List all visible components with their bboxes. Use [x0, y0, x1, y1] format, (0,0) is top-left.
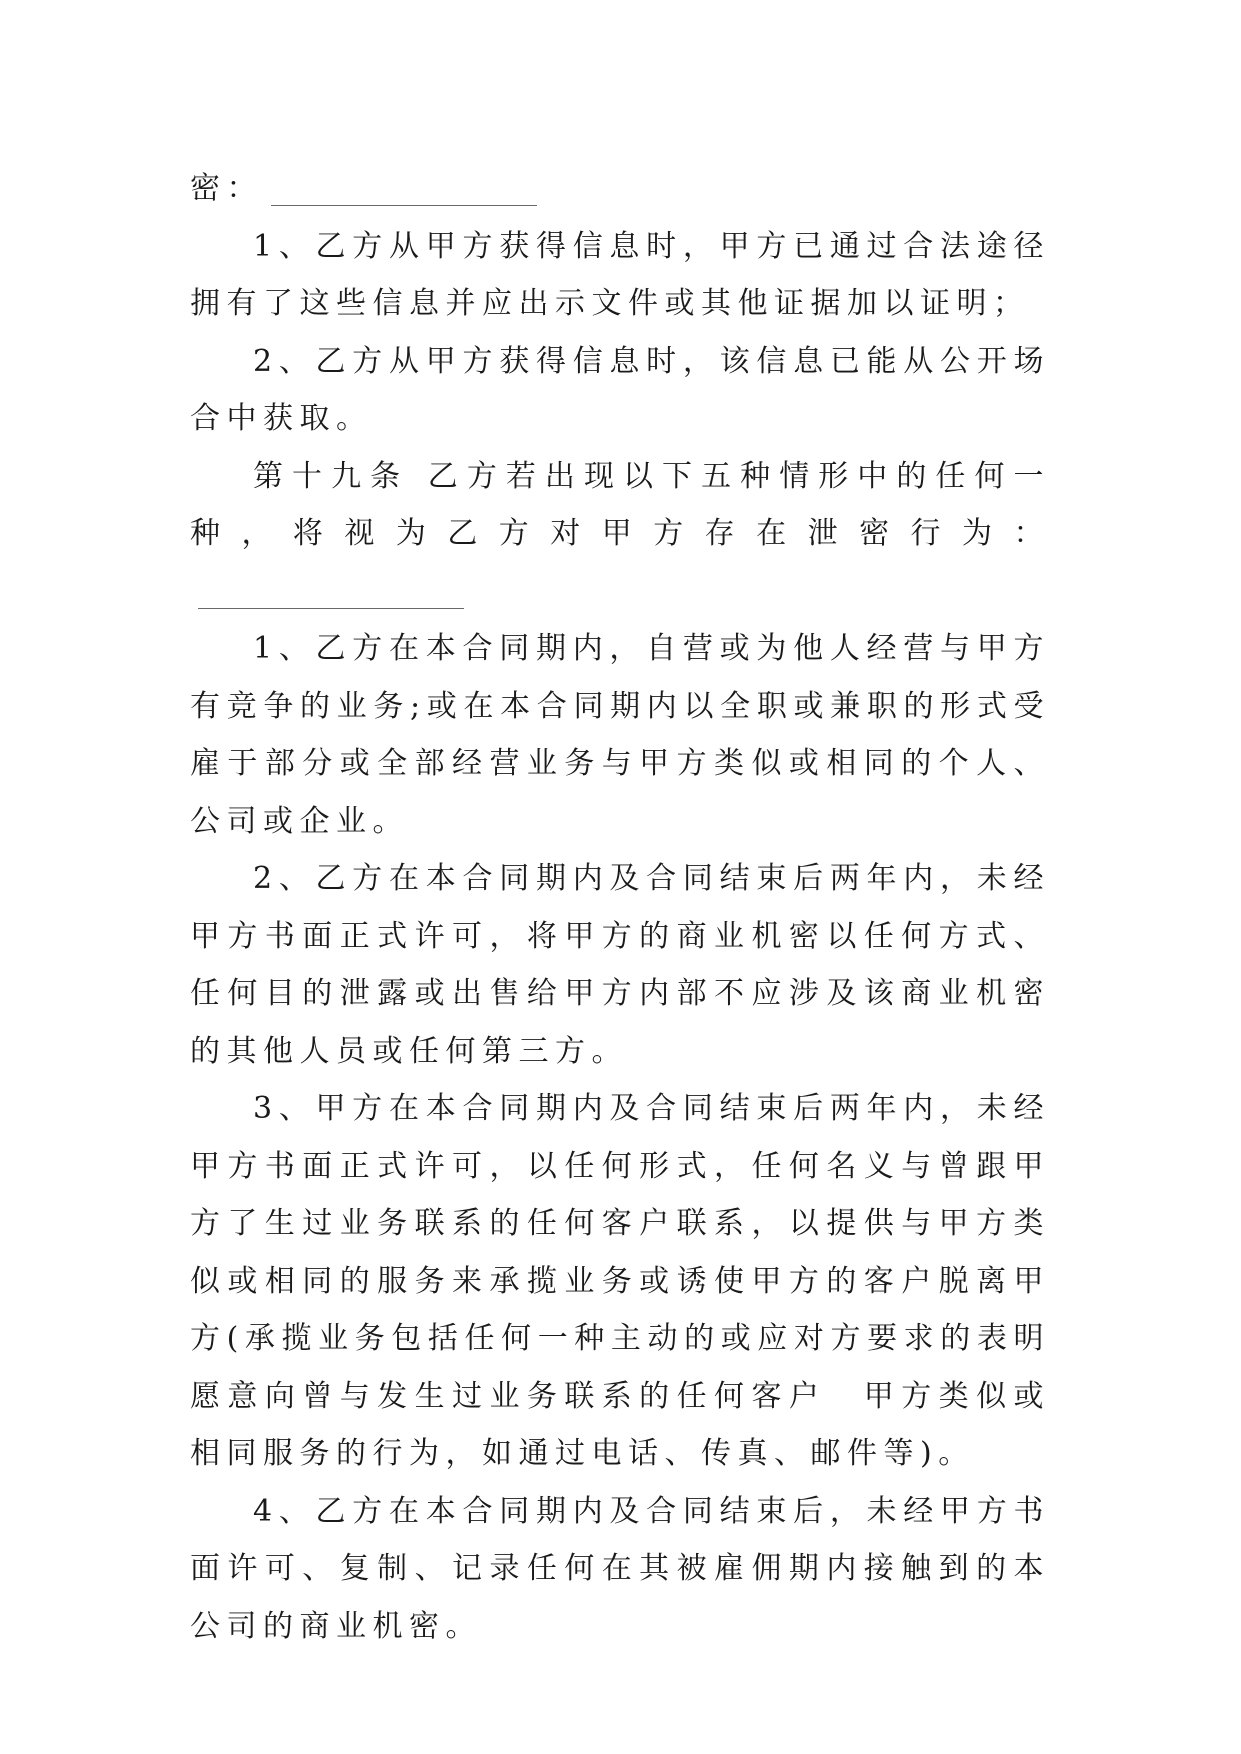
clause-a1: 1、乙方从甲方获得信息时，甲方已通过合法途径拥有了这些信息并应出示文件或其他证据加以证明； — [190, 228, 1050, 321]
blank-line — [271, 205, 537, 206]
continued-line — [190, 160, 1050, 218]
clause-b1: 1、乙方在本合同期内，自营或为他人经营与甲方有竞争的业务;或在本合同期内以全职或兼职的形式受雇于部分或全部经营业务与甲方类似或相同的个人、公司或企业。 — [190, 631, 1050, 839]
clause-a2: 2、乙方从甲方获得信息时，该信息已能从公开场合中获取。 — [190, 343, 1050, 436]
blank-line — [198, 608, 464, 609]
article-19-text: 第十九条 乙方若出现以下五种情形中的任何一种，将视为乙方对甲方存在泄密行为： — [190, 458, 1050, 551]
clause-b3: 3、甲方在本合同期内及合同结束后两年内，未经甲方书面正式许可，以任何形式，任何名义与曾跟甲方了生过业务联系的任何客户联系，以提供与甲方类似或相同的服务来承揽业务或诱使甲方的客户脱离甲方(承揽业务包括任何一种主动的或应对方要求的表明愿意向曾与发生过业务联系的任何客户 甲方类似或相同服务的行为，如通过电话、传真、邮件等)。 — [190, 1091, 1050, 1471]
document-body — [190, 160, 1050, 1655]
clause-b4: 4、乙方在本合同期内及合同结束后，未经甲方书面许可、复制、记录任何在其被雇佣期内接触到的本公司的商业机密。 — [190, 1493, 1050, 1644]
article-19 — [190, 448, 1050, 621]
clause-b2: 2、乙方在本合同期内及合同结束后两年内，未经甲方书面正式许可，将甲方的商业机密以任何方式、任何目的泄露或出售给甲方内部不应涉及该商业机密的其他人员或任何第三方。 — [190, 861, 1050, 1069]
continued-label: 密： — [190, 171, 263, 206]
